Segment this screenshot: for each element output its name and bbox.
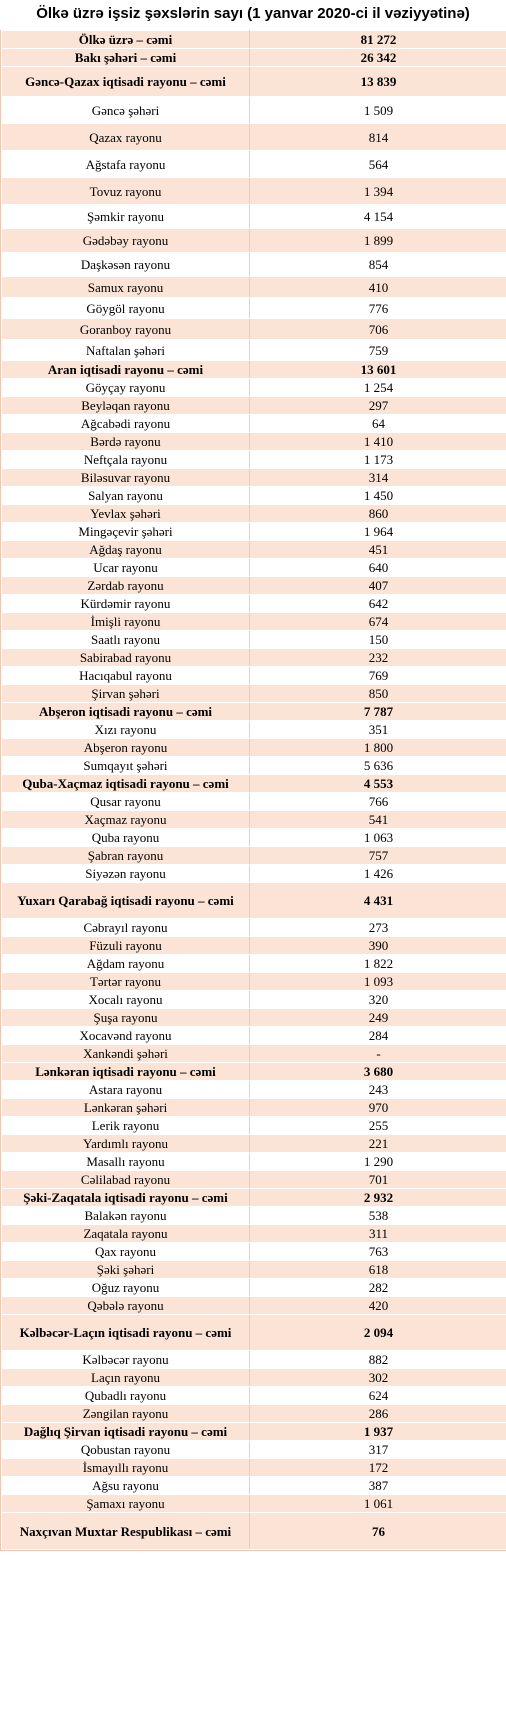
unemployed-count-cell: 706: [250, 319, 506, 340]
unemployed-count-cell: 284: [250, 1027, 506, 1045]
unemployed-count-cell: 76: [250, 1513, 506, 1550]
table-row: [2, 1117, 506, 1135]
table-row: [2, 277, 506, 298]
unemployed-count-cell: 387: [250, 1477, 506, 1495]
unemployed-count-cell: 640: [250, 559, 506, 577]
area-name-cell: Ucar rayonu: [2, 559, 250, 577]
total-row: [2, 49, 506, 67]
unemployed-count-cell: 351: [250, 721, 506, 739]
area-name-cell: Abşeron rayonu: [2, 739, 250, 757]
region-total-row: [2, 361, 506, 379]
unemployed-count-cell: 3 680: [250, 1063, 506, 1081]
unemployed-count-cell: 1 450: [250, 487, 506, 505]
area-name-cell: Neftçala rayonu: [2, 451, 250, 469]
area-name-cell: Laçın rayonu: [2, 1369, 250, 1387]
area-name-cell: Göyçay rayonu: [2, 379, 250, 397]
area-name-cell: Tərtər rayonu: [2, 973, 250, 991]
table-row: [2, 505, 506, 523]
table-row: [2, 253, 506, 277]
unemployed-count-cell: 701: [250, 1171, 506, 1189]
area-name-cell: Qubadlı rayonu: [2, 1387, 250, 1405]
area-name-cell: Biləsuvar rayonu: [2, 469, 250, 487]
area-name-cell: Daşkəsən rayonu: [2, 253, 250, 277]
unemployed-count-cell: 1 822: [250, 955, 506, 973]
unemployed-count-cell: 2 094: [250, 1315, 506, 1351]
area-name-cell: Kəlbəcər rayonu: [2, 1351, 250, 1369]
area-name-cell: Xaçmaz rayonu: [2, 811, 250, 829]
table-row: [2, 1045, 506, 1063]
unemployed-count-cell: 1 093: [250, 973, 506, 991]
table-row: [2, 415, 506, 433]
unemployed-count-cell: 282: [250, 1279, 506, 1297]
unemployed-count-cell: 1 290: [250, 1153, 506, 1171]
unemployed-count-cell: 970: [250, 1099, 506, 1117]
table-row: [2, 379, 506, 397]
area-name-cell: Zəngilan rayonu: [2, 1405, 250, 1423]
table-row: [2, 721, 506, 739]
table-row: [2, 451, 506, 469]
area-name-cell: Füzuli rayonu: [2, 937, 250, 955]
area-name-cell: Qax rayonu: [2, 1243, 250, 1261]
area-name-cell: Samux rayonu: [2, 277, 250, 298]
table-row: [2, 319, 506, 340]
area-name-cell: Aran iqtisadi rayonu – cəmi: [2, 361, 250, 379]
area-name-cell: Zaqatala rayonu: [2, 1225, 250, 1243]
unemployed-count-cell: 317: [250, 1441, 506, 1459]
area-name-cell: Tovuz rayonu: [2, 178, 250, 205]
area-name-cell: Zərdab rayonu: [2, 577, 250, 595]
total-row: [2, 31, 506, 49]
area-name-cell: Saatlı rayonu: [2, 631, 250, 649]
table-row: [2, 1405, 506, 1423]
area-name-cell: Abşeron iqtisadi rayonu – cəmi: [2, 703, 250, 721]
unemployed-count-cell: 13 601: [250, 361, 506, 379]
table-row: [2, 559, 506, 577]
area-name-cell: Dağlıq Şirvan iqtisadi rayonu – cəmi: [2, 1423, 250, 1441]
table-row: [2, 487, 506, 505]
area-name-cell: İmişli rayonu: [2, 613, 250, 631]
table-row: [2, 937, 506, 955]
unemployed-count-cell: 854: [250, 253, 506, 277]
table-row: [2, 124, 506, 151]
table-row: [2, 1243, 506, 1261]
area-name-cell: Ağcabədi rayonu: [2, 415, 250, 433]
area-name-cell: Salyan rayonu: [2, 487, 250, 505]
table-row: [2, 757, 506, 775]
area-name-cell: Goranboy rayonu: [2, 319, 250, 340]
table-row: [2, 847, 506, 865]
unemployed-count-cell: 1 173: [250, 451, 506, 469]
region-total-row: [2, 1423, 506, 1441]
unemployed-count-cell: 1 509: [250, 97, 506, 124]
table-row: [2, 739, 506, 757]
table-row: [2, 973, 506, 991]
area-name-cell: Gəncə şəhəri: [2, 97, 250, 124]
area-name-cell: Şamaxı rayonu: [2, 1495, 250, 1513]
table-row: [2, 397, 506, 415]
table-row: [2, 151, 506, 178]
area-name-cell: Qusar rayonu: [2, 793, 250, 811]
area-name-cell: Kəlbəcər-Laçın iqtisadi rayonu – cəmi: [2, 1315, 250, 1351]
unemployed-count-cell: 314: [250, 469, 506, 487]
table-row: [2, 1171, 506, 1189]
area-name-cell: Yevlax şəhəri: [2, 505, 250, 523]
table-row: [2, 1207, 506, 1225]
area-name-cell: Yuxarı Qarabağ iqtisadi rayonu – cəmi: [2, 883, 250, 919]
table-row: [2, 1387, 506, 1405]
table-row: [2, 1351, 506, 1369]
area-name-cell: Xankəndi şəhəri: [2, 1045, 250, 1063]
unemployed-count-cell: 1 800: [250, 739, 506, 757]
area-name-cell: Kürdəmir rayonu: [2, 595, 250, 613]
area-name-cell: Naxçıvan Muxtar Respublikası – cəmi: [2, 1513, 250, 1550]
area-name-cell: Xocavənd rayonu: [2, 1027, 250, 1045]
table-row: [2, 1081, 506, 1099]
unemployed-count-cell: 776: [250, 298, 506, 319]
unemployed-count-cell: 850: [250, 685, 506, 703]
table-row: [2, 577, 506, 595]
table-row: [2, 919, 506, 937]
area-name-cell: Qəbələ rayonu: [2, 1297, 250, 1315]
area-name-cell: Sabirabad rayonu: [2, 649, 250, 667]
unemployed-count-cell: 860: [250, 505, 506, 523]
area-name-cell: Quba-Xaçmaz iqtisadi rayonu – cəmi: [2, 775, 250, 793]
region-total-row: [2, 67, 506, 97]
area-name-cell: Bakı şəhəri – cəmi: [2, 49, 250, 67]
table-row: [2, 955, 506, 973]
unemployed-count-cell: 420: [250, 1297, 506, 1315]
table-row: [2, 1225, 506, 1243]
unemployed-count-cell: 1 410: [250, 433, 506, 451]
unemployed-count-cell: 814: [250, 124, 506, 151]
unemployed-count-cell: 302: [250, 1369, 506, 1387]
area-name-cell: Oğuz rayonu: [2, 1279, 250, 1297]
area-name-cell: Xızı rayonu: [2, 721, 250, 739]
unemployed-count-cell: 1 394: [250, 178, 506, 205]
area-name-cell: Quba rayonu: [2, 829, 250, 847]
unemployment-table: [1, 30, 506, 1550]
unemployed-count-cell: 759: [250, 340, 506, 361]
unemployed-count-cell: 2 932: [250, 1189, 506, 1207]
area-name-cell: Astara rayonu: [2, 1081, 250, 1099]
table-body: [2, 31, 506, 1550]
unemployed-count-cell: 221: [250, 1135, 506, 1153]
table-row: [2, 1441, 506, 1459]
region-total-row: [2, 1189, 506, 1207]
table-title: Ölkə üzrə işsiz şəxslərin sayı (1 yanvar 2020-ci il vəziyyətinə): [36, 5, 470, 22]
unemployed-count-cell: 564: [250, 151, 506, 178]
area-name-cell: Ağdam rayonu: [2, 955, 250, 973]
area-name-cell: Lerik rayonu: [2, 1117, 250, 1135]
area-name-cell: Gədəbəy rayonu: [2, 229, 250, 253]
table-row: [2, 811, 506, 829]
area-name-cell: Qazax rayonu: [2, 124, 250, 151]
unemployed-count-cell: 243: [250, 1081, 506, 1099]
unemployed-count-cell: 4 553: [250, 775, 506, 793]
unemployed-count-cell: 538: [250, 1207, 506, 1225]
area-name-cell: Ölkə üzrə – cəmi: [2, 31, 250, 49]
area-name-cell: Şəki-Zaqatala iqtisadi rayonu – cəmi: [2, 1189, 250, 1207]
area-name-cell: Hacıqabul rayonu: [2, 667, 250, 685]
region-total-row: [2, 883, 506, 919]
unemployed-count-cell: 13 839: [250, 67, 506, 97]
table-row: [2, 1495, 506, 1513]
unemployed-count-cell: 390: [250, 937, 506, 955]
table-row: [2, 631, 506, 649]
unemployed-count-cell: 255: [250, 1117, 506, 1135]
unemployed-count-cell: 410: [250, 277, 506, 298]
unemployed-count-cell: 150: [250, 631, 506, 649]
area-name-cell: Qobustan rayonu: [2, 1441, 250, 1459]
unemployed-count-cell: 1 426: [250, 865, 506, 883]
table-row: [2, 1279, 506, 1297]
area-name-cell: Şəki şəhəri: [2, 1261, 250, 1279]
table-row: [2, 667, 506, 685]
unemployed-count-cell: 766: [250, 793, 506, 811]
area-name-cell: Masallı rayonu: [2, 1153, 250, 1171]
table-row: [2, 1027, 506, 1045]
unemployed-count-cell: 1 899: [250, 229, 506, 253]
unemployed-count-cell: 1 254: [250, 379, 506, 397]
unemployed-count-cell: 5 636: [250, 757, 506, 775]
area-name-cell: Ağstafa rayonu: [2, 151, 250, 178]
table-row: [2, 229, 506, 253]
table-row: [2, 97, 506, 124]
region-total-row: [2, 1063, 506, 1081]
table-row: [2, 541, 506, 559]
table-row: [2, 205, 506, 229]
table-row: [2, 433, 506, 451]
table-row: [2, 1477, 506, 1495]
table-row: [2, 1261, 506, 1279]
table-row: [2, 793, 506, 811]
unemployed-count-cell: 311: [250, 1225, 506, 1243]
area-name-cell: Sumqayıt şəhəri: [2, 757, 250, 775]
area-name-cell: Cəbrayıl rayonu: [2, 919, 250, 937]
unemployed-count-cell: 541: [250, 811, 506, 829]
table-row: [2, 865, 506, 883]
area-name-cell: Mingəçevir şəhəri: [2, 523, 250, 541]
unemployed-count-cell: 286: [250, 1405, 506, 1423]
unemployed-count-cell: 273: [250, 919, 506, 937]
table-row: [2, 340, 506, 361]
unemployed-count-cell: 618: [250, 1261, 506, 1279]
unemployed-count-cell: 172: [250, 1459, 506, 1477]
area-name-cell: Şirvan şəhəri: [2, 685, 250, 703]
unemployed-count-cell: 674: [250, 613, 506, 631]
unemployed-count-cell: 1 964: [250, 523, 506, 541]
region-total-row: [2, 703, 506, 721]
region-total-row: [2, 1315, 506, 1351]
unemployed-count-cell: 320: [250, 991, 506, 1009]
area-name-cell: İsmayıllı rayonu: [2, 1459, 250, 1477]
area-name-cell: Şabran rayonu: [2, 847, 250, 865]
unemployed-count-cell: 26 342: [250, 49, 506, 67]
table-row: [2, 469, 506, 487]
table-row: [2, 1153, 506, 1171]
unemployed-count-cell: 624: [250, 1387, 506, 1405]
area-name-cell: Ağsu rayonu: [2, 1477, 250, 1495]
unemployed-count-cell: 297: [250, 397, 506, 415]
unemployed-count-cell: 4 154: [250, 205, 506, 229]
area-name-cell: Göygöl rayonu: [2, 298, 250, 319]
unemployed-count-cell: 1 937: [250, 1423, 506, 1441]
table-row: [2, 613, 506, 631]
area-name-cell: Balakən rayonu: [2, 1207, 250, 1225]
table-row: [2, 685, 506, 703]
unemployed-count-cell: 757: [250, 847, 506, 865]
unemployed-count-cell: 232: [250, 649, 506, 667]
area-name-cell: Beyləqan rayonu: [2, 397, 250, 415]
area-name-cell: Naftalan şəhəri: [2, 340, 250, 361]
unemployed-count-cell: 763: [250, 1243, 506, 1261]
region-total-row: [2, 1513, 506, 1550]
area-name-cell: Cəlilabad rayonu: [2, 1171, 250, 1189]
table-row: [2, 1135, 506, 1153]
table-row: [2, 829, 506, 847]
area-name-cell: Yardımlı rayonu: [2, 1135, 250, 1153]
unemployed-count-cell: 64: [250, 415, 506, 433]
table-row: [2, 178, 506, 205]
unemployed-count-cell: 882: [250, 1351, 506, 1369]
unemployed-count-cell: 4 431: [250, 883, 506, 919]
table-row: [2, 1297, 506, 1315]
area-name-cell: Şuşa rayonu: [2, 1009, 250, 1027]
area-name-cell: Şəmkir rayonu: [2, 205, 250, 229]
table-row: [2, 991, 506, 1009]
area-name-cell: Xocalı rayonu: [2, 991, 250, 1009]
table-frame: [0, 30, 506, 1551]
unemployed-count-cell: 451: [250, 541, 506, 559]
area-name-cell: Ağdaş rayonu: [2, 541, 250, 559]
table-row: [2, 1459, 506, 1477]
area-name-cell: Lənkəran iqtisadi rayonu – cəmi: [2, 1063, 250, 1081]
unemployed-count-cell: 81 272: [250, 31, 506, 49]
unemployed-count-cell: 1 063: [250, 829, 506, 847]
unemployed-count-cell: 7 787: [250, 703, 506, 721]
area-name-cell: Bərdə rayonu: [2, 433, 250, 451]
unemployed-count-cell: 642: [250, 595, 506, 613]
unemployed-count-cell: 407: [250, 577, 506, 595]
table-row: [2, 298, 506, 319]
unemployed-count-cell: -: [250, 1045, 506, 1063]
table-row: [2, 1009, 506, 1027]
table-row: [2, 595, 506, 613]
table-row: [2, 523, 506, 541]
area-name-cell: Lənkəran şəhəri: [2, 1099, 250, 1117]
unemployed-count-cell: 1 061: [250, 1495, 506, 1513]
table-row: [2, 1099, 506, 1117]
table-row: [2, 649, 506, 667]
unemployed-count-cell: 769: [250, 667, 506, 685]
unemployed-count-cell: 249: [250, 1009, 506, 1027]
area-name-cell: Siyəzən rayonu: [2, 865, 250, 883]
region-total-row: [2, 775, 506, 793]
area-name-cell: Gəncə-Qazax iqtisadi rayonu – cəmi: [2, 67, 250, 97]
table-row: [2, 1369, 506, 1387]
